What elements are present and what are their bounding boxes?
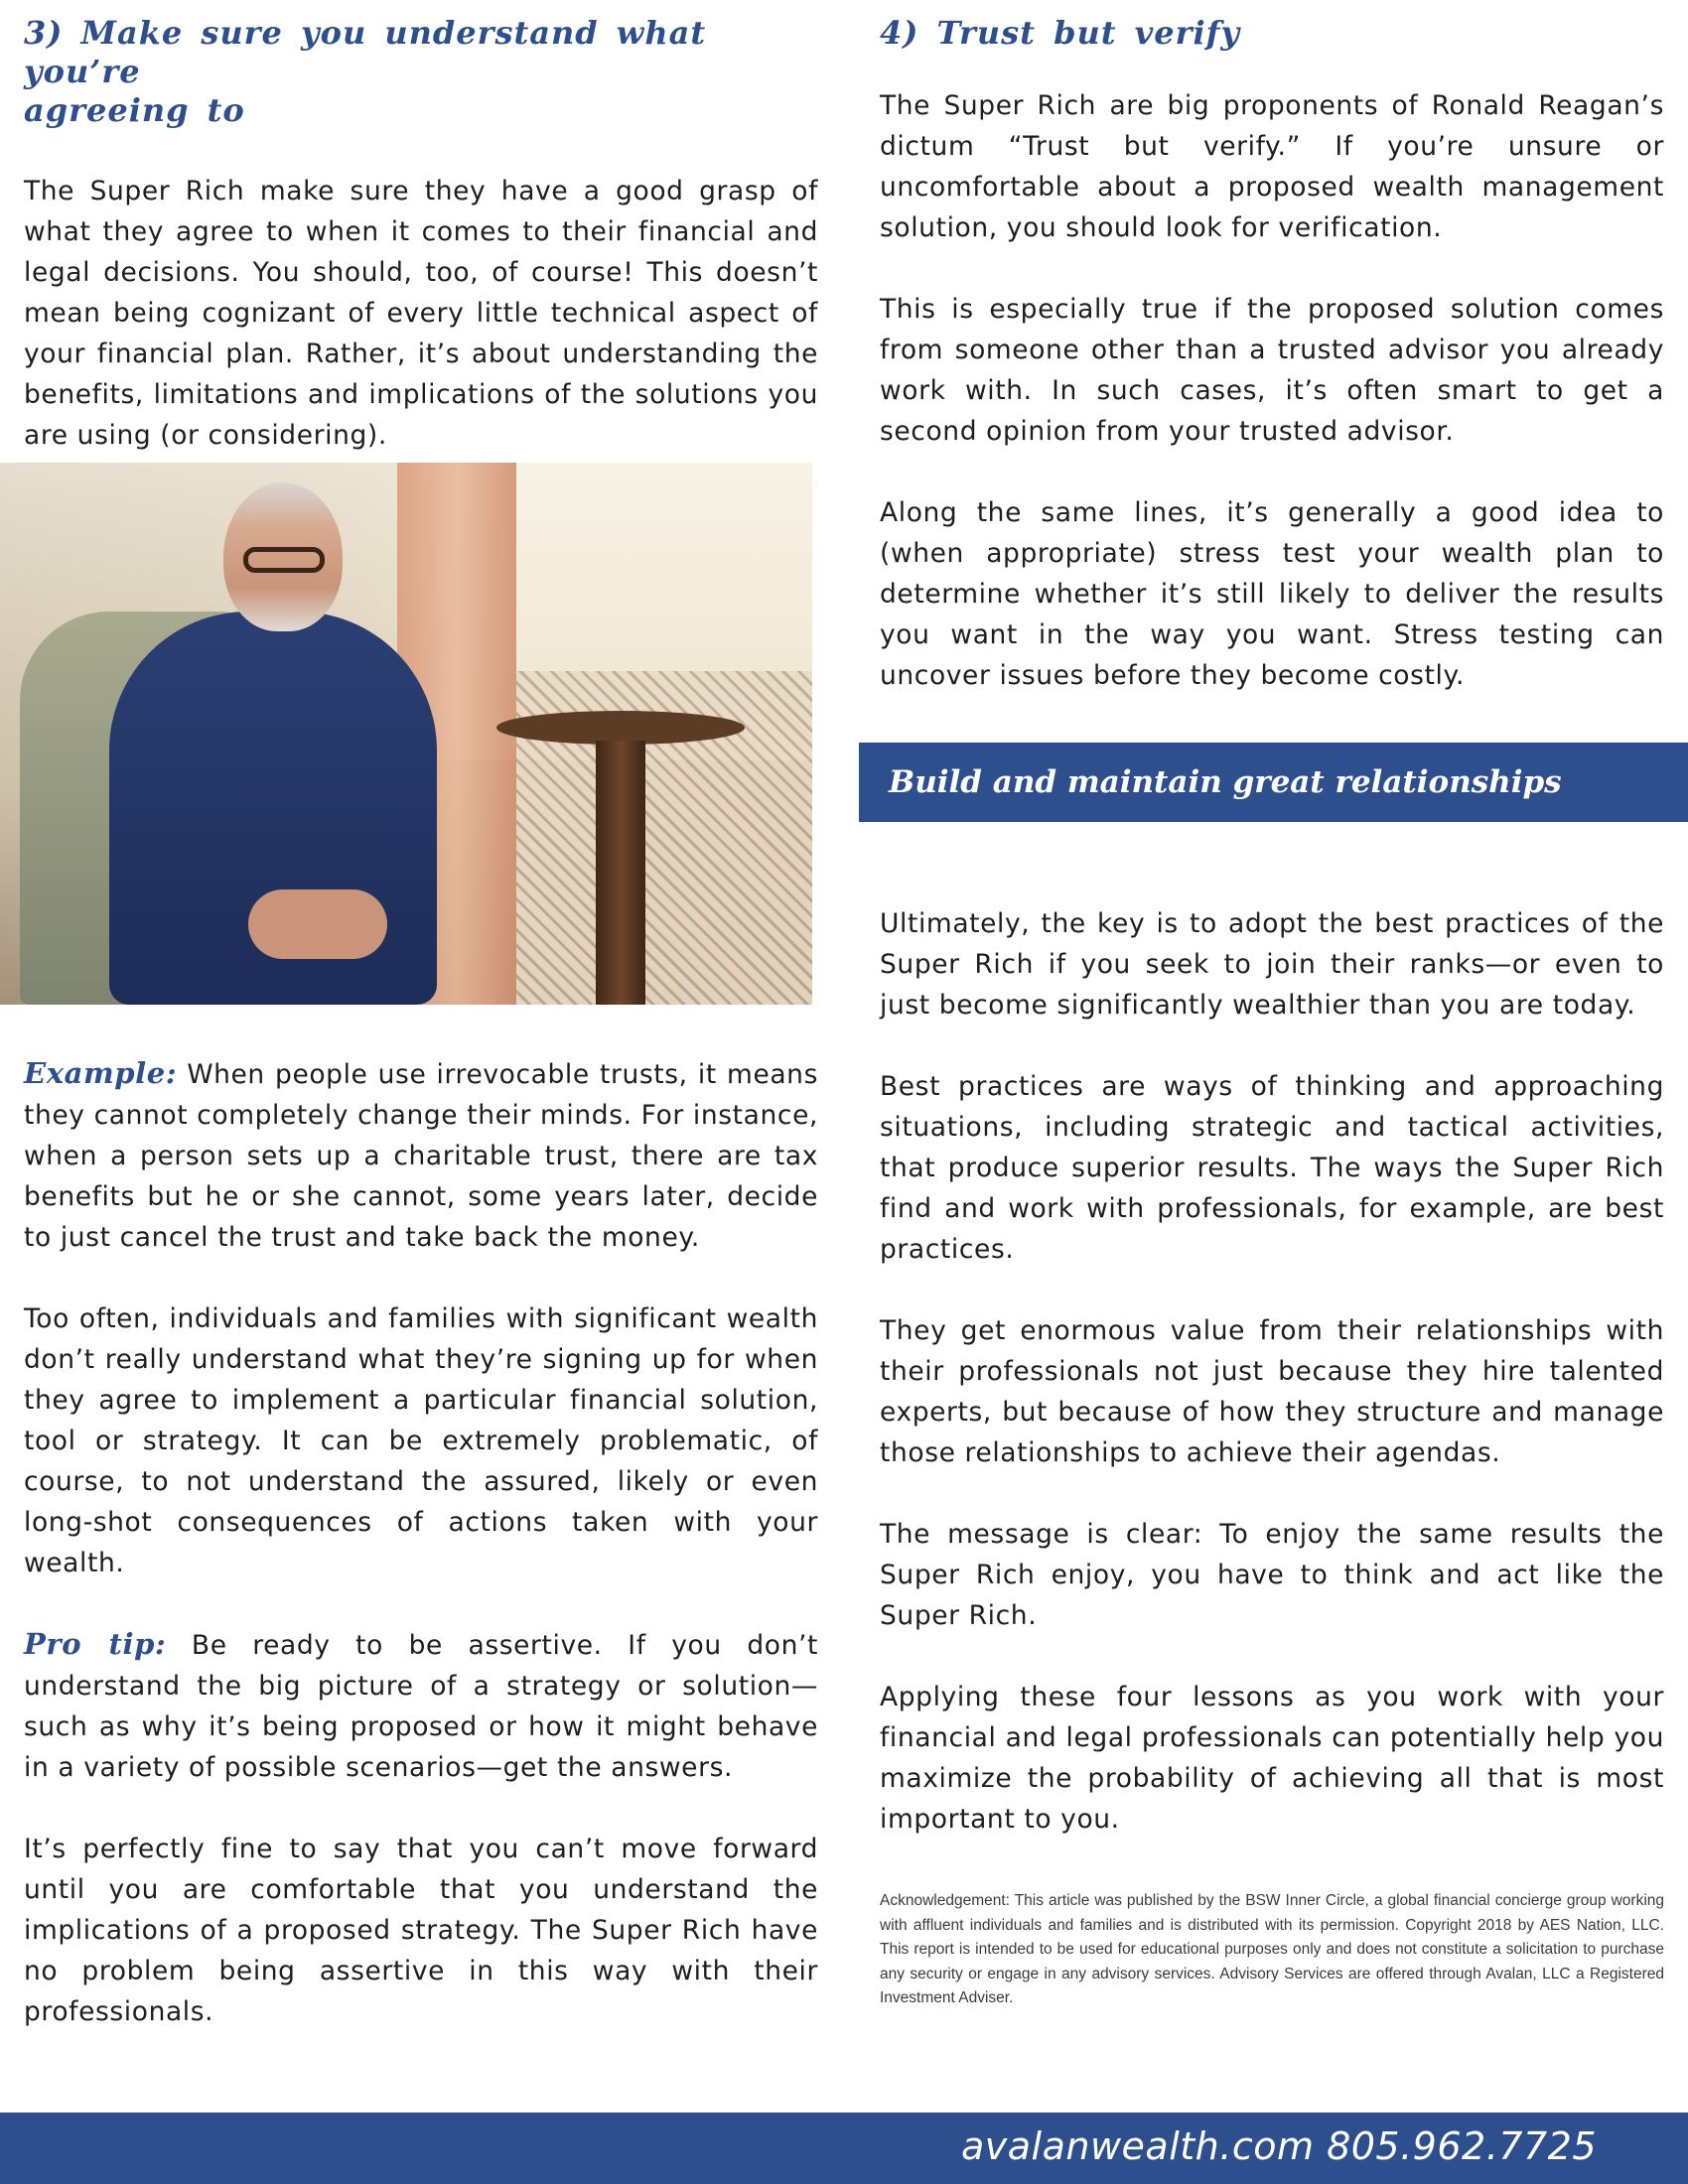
photo-man-in-chair [0,463,812,1005]
right-paragraph-2: This is especially true if the proposed solution comes from someone other than a trusted advisor you already work with. In such cases, it’s often smart to get a second opinion from your trusted advisor. [880,294,1664,447]
right-paragraph-8: Applying these four lessons as you work with your financial and legal professionals can potentially help you maximize the probability of achieving all that is most important to you. [880,1682,1664,1835]
section-heading-4: 4) Trust but verify [880,14,1240,52]
footer-contact[interactable]: avalanwealth.com 805.962.7725 [960,2124,1597,2168]
protip-paragraph [24,1624,818,1788]
section-heading-3 [24,0,818,130]
footer-bar [0,2113,1688,2184]
left-column [24,0,818,456]
example-lead: Example: [24,1056,178,1090]
right-paragraph-1: The Super Rich are big proponents of Ronald Reagan’s dictum “Trust but verify.” If you’re unsure or uncomfortable about a proposed wealth management solution, you should look for verification. [880,90,1664,243]
right-column-lower [880,903,1664,2011]
right-paragraph-4: Ultimately, the key is to adopt the best practices of the Super Rich if you seek to join their ranks—or even to just become significantly wealthier than you are today. [880,908,1664,1021]
right-paragraph-3: Along the same lines, it’s generally a good idea to (when appropriate) stress test your wealth plan to determine whether it’s still likely to deliver the results you want in the way you want. Stress testing can uncover issues before they become costly. [880,497,1664,691]
left-paragraph-5: It’s perfectly fine to say that you can’t move forward until you are comfortable that you understand the implications of a proposed strategy. The Super Rich have no problem being assertive in this way with their professionals. [24,1834,818,2027]
protip-text: Be ready to be assertive. If you don’t understand the big picture of a strategy or solution—such as why it’s being proposed or how it might behave in a variety of possible scenarios—get the answers. [24,1630,818,1783]
right-column [880,0,1664,696]
heading-3-line1: 3) Make sure you understand what you’re [24,14,707,90]
example-text: When people use irrevocable trusts, it means they cannot completely change their minds. For instance, when a person sets up a charitable trust, there are tax benefits but he or she cannot, some years later, decide to just cancel the trust and take back the money. [24,1059,818,1253]
right-paragraph-5: Best practices are ways of thinking and approaching situations, including strategic and tactical activities, that produce superior results. The ways the Super Rich find and work with professionals, for example, are best practices. [880,1071,1664,1265]
right-paragraph-7: The message is clear: To enjoy the same results the Super Rich enjoy, you have to think and act like the Super Rich. [880,1519,1664,1631]
left-paragraph-3: Too often, individuals and families with significant wealth don’t really understand what they’re signing up for when they agree to implement a particular financial solution, tool or strategy. It can be extremely problematic, of course, to not understand the assured, likely or even long-shot consequences of actions taken with your wealth. [24,1303,818,1578]
heading-3-line2: agreeing to [24,91,245,129]
example-paragraph [24,1053,818,1258]
left-paragraph-1: The Super Rich make sure they have a good grasp of what they agree to when it comes to their financial and legal decisions. You should, too, of course! This doesn’t mean being cognizant of every little technical aspect of your financial plan. Rather, it’s about understanding the benefits, limitations and implications of the solutions you are using (or considering). [24,176,818,451]
left-column-lower [24,1053,818,2032]
section-banner: Build and maintain great relationships [859,743,1688,822]
acknowledgement-note: Acknowledgement: This article was published by the BSW Inner Circle, a global financial concierge group working with affluent individuals and families and is distributed with its permission. Copyright 2018 by AES Nation, LLC. This report is intended to be used for educational purposes only and does not constitute a solicitation to purchase any security or engage in any advisory services. Advisory Services are offered through Avalan, LLC a Registered Investment Adviser. [880,1892,1664,2006]
right-paragraph-6: They get enormous value from their relationships with their professionals not just because they hire talented experts, but because of how they structure and manage those relationships to achieve their agendas. [880,1315,1664,1468]
protip-lead: Pro tip: [24,1627,167,1661]
